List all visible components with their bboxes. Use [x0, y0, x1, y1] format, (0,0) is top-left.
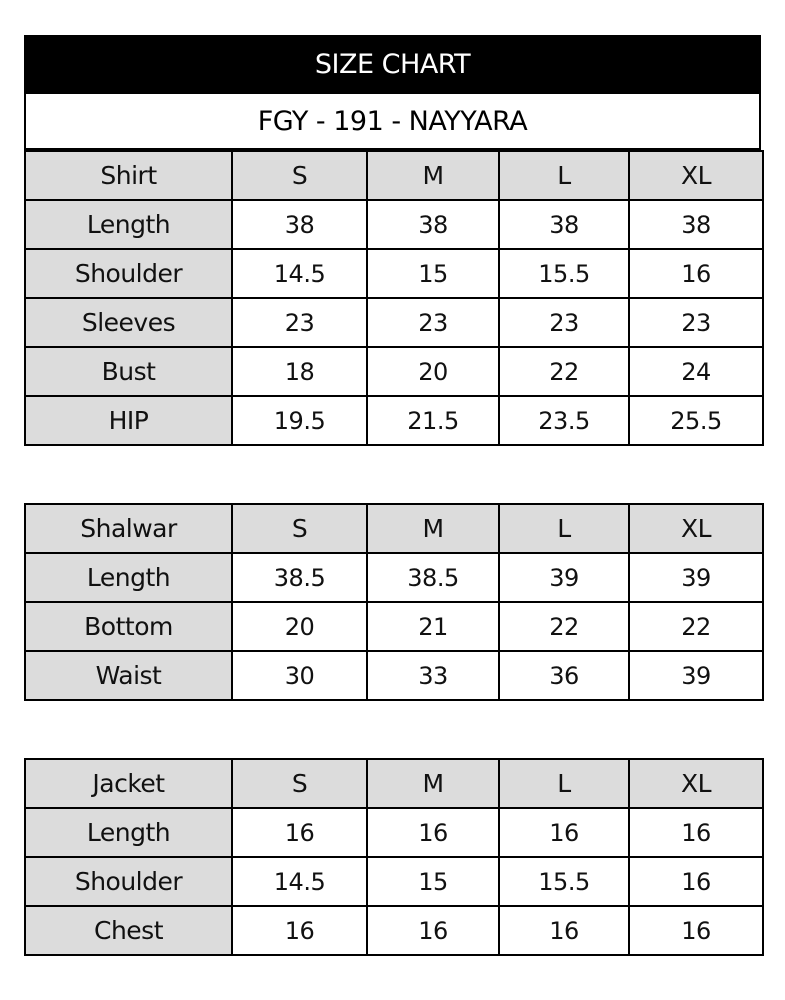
table-row: [25, 553, 763, 602]
cell-value: 16: [499, 808, 629, 857]
jacket-size-table: [24, 758, 764, 956]
cell-value: 15.5: [499, 857, 629, 906]
row-label: Chest: [25, 906, 232, 955]
column-header-m: M: [367, 504, 499, 553]
cell-value: 14.5: [232, 249, 367, 298]
cell-value: 22: [629, 602, 763, 651]
cell-value: 22: [499, 347, 629, 396]
row-label: HIP: [25, 396, 232, 445]
column-header-xl: XL: [629, 759, 763, 808]
cell-value: 38: [499, 200, 629, 249]
table-header-row: [25, 759, 763, 808]
cell-value: 39: [629, 553, 763, 602]
cell-value: 38.5: [367, 553, 499, 602]
table-row: [25, 249, 763, 298]
cell-value: 23: [499, 298, 629, 347]
table-row: [25, 298, 763, 347]
table-header-row: [25, 504, 763, 553]
cell-value: 30: [232, 651, 367, 700]
cell-value: 18: [232, 347, 367, 396]
column-header-s: S: [232, 504, 367, 553]
column-header-m: M: [367, 151, 499, 200]
table-row: [25, 602, 763, 651]
cell-value: 19.5: [232, 396, 367, 445]
product-code-subtitle: FGY - 191 - NAYYARA: [24, 94, 761, 150]
column-header-s: S: [232, 759, 367, 808]
cell-value: 14.5: [232, 857, 367, 906]
column-header-l: L: [499, 504, 629, 553]
column-header-s: S: [232, 151, 367, 200]
cell-value: 33: [367, 651, 499, 700]
cell-value: 22: [499, 602, 629, 651]
column-header-garment: Shalwar: [25, 504, 232, 553]
cell-value: 15: [367, 857, 499, 906]
table-row: [25, 347, 763, 396]
cell-value: 15.5: [499, 249, 629, 298]
cell-value: 38: [629, 200, 763, 249]
table-row: [25, 808, 763, 857]
shalwar-size-table: [24, 503, 764, 701]
cell-value: 38.5: [232, 553, 367, 602]
cell-value: 24: [629, 347, 763, 396]
table-row: [25, 396, 763, 445]
column-header-garment: Shirt: [25, 151, 232, 200]
row-label: Length: [25, 200, 232, 249]
cell-value: 23: [367, 298, 499, 347]
table-row: [25, 906, 763, 955]
column-header-garment: Jacket: [25, 759, 232, 808]
cell-value: 16: [629, 857, 763, 906]
size-chart-title: SIZE CHART: [24, 35, 761, 94]
table-row: [25, 651, 763, 700]
row-label: Bust: [25, 347, 232, 396]
row-label: Sleeves: [25, 298, 232, 347]
column-header-xl: XL: [629, 151, 763, 200]
cell-value: 38: [232, 200, 367, 249]
cell-value: 23.5: [499, 396, 629, 445]
cell-value: 20: [232, 602, 367, 651]
cell-value: 15: [367, 249, 499, 298]
cell-value: 21: [367, 602, 499, 651]
cell-value: 39: [499, 553, 629, 602]
cell-value: 16: [629, 249, 763, 298]
cell-value: 16: [232, 906, 367, 955]
cell-value: 39: [629, 651, 763, 700]
cell-value: 23: [629, 298, 763, 347]
table-header-row: [25, 151, 763, 200]
column-header-m: M: [367, 759, 499, 808]
cell-value: 16: [629, 808, 763, 857]
row-label: Bottom: [25, 602, 232, 651]
shirt-size-table: [24, 150, 764, 446]
row-label: Shoulder: [25, 249, 232, 298]
cell-value: 23: [232, 298, 367, 347]
cell-value: 16: [232, 808, 367, 857]
row-label: Length: [25, 808, 232, 857]
cell-value: 16: [499, 906, 629, 955]
cell-value: 36: [499, 651, 629, 700]
row-label: Length: [25, 553, 232, 602]
column-header-xl: XL: [629, 504, 763, 553]
cell-value: 16: [367, 808, 499, 857]
row-label: Waist: [25, 651, 232, 700]
table-row: [25, 200, 763, 249]
column-header-l: L: [499, 759, 629, 808]
cell-value: 25.5: [629, 396, 763, 445]
cell-value: 38: [367, 200, 499, 249]
column-header-l: L: [499, 151, 629, 200]
cell-value: 16: [629, 906, 763, 955]
cell-value: 21.5: [367, 396, 499, 445]
cell-value: 20: [367, 347, 499, 396]
row-label: Shoulder: [25, 857, 232, 906]
table-row: [25, 857, 763, 906]
cell-value: 16: [367, 906, 499, 955]
